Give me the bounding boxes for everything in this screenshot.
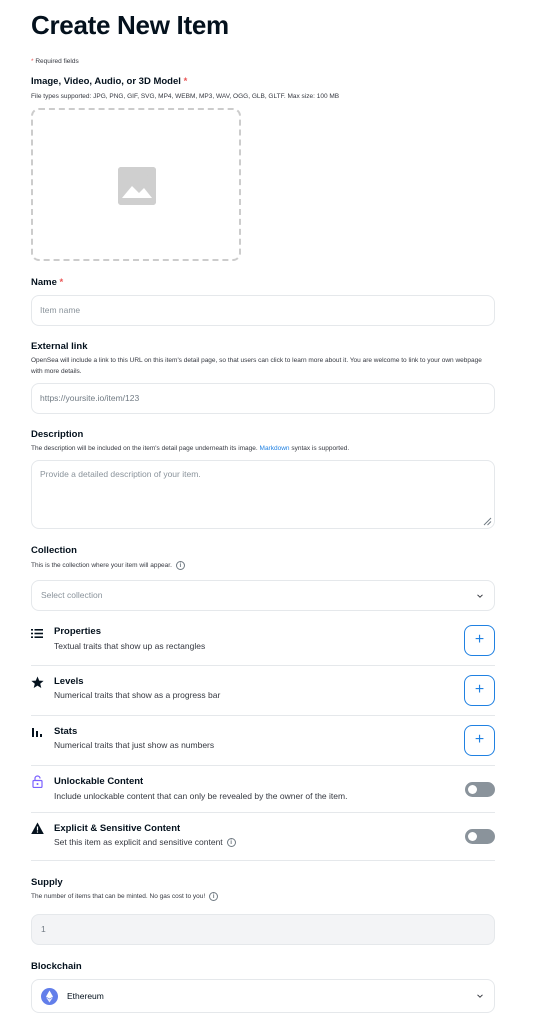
toggle-knob — [468, 785, 477, 794]
divider — [31, 860, 495, 861]
description-label: Description — [31, 429, 84, 440]
star-icon — [31, 676, 44, 689]
explicit-title: Explicit & Sensitive Content — [54, 823, 181, 834]
name-input[interactable]: Item name — [31, 295, 495, 326]
divider — [31, 665, 495, 666]
media-upload-dropzone[interactable] — [31, 108, 241, 261]
external-link-label: External link — [31, 341, 88, 352]
description-placeholder: Provide a detailed description of your item. — [40, 469, 201, 479]
levels-row — [31, 670, 495, 715]
supply-help — [31, 892, 495, 903]
bar-chart-icon — [31, 726, 44, 739]
divider — [31, 765, 495, 766]
blockchain-label: Blockchain — [31, 961, 82, 972]
description-help — [31, 444, 495, 455]
divider — [31, 812, 495, 813]
list-icon — [31, 627, 44, 640]
supply-label: Supply — [31, 877, 63, 888]
required-fields-note — [31, 58, 79, 65]
lock-icon — [31, 775, 44, 788]
supply-input[interactable]: 1 — [31, 914, 495, 945]
warning-icon — [31, 822, 44, 835]
levels-title: Levels — [54, 676, 84, 687]
add-levels-button[interactable]: + — [464, 675, 495, 706]
name-label-text: Name — [31, 277, 57, 288]
collection-select[interactable] — [31, 580, 495, 611]
resize-handle-icon[interactable] — [482, 516, 492, 526]
stats-desc: Numerical traits that just show as numbers — [54, 740, 215, 750]
required-star: * — [183, 76, 188, 87]
collection-help-text: This is the collection where your item will appear. — [31, 562, 172, 570]
properties-row — [31, 620, 495, 665]
properties-desc: Textual traits that show up as rectangles — [54, 641, 206, 651]
toggle-knob — [468, 832, 477, 841]
collection-select-value: Select collection — [41, 590, 103, 600]
page-title: Create New Item — [31, 10, 229, 40]
external-link-help: OpenSea will include a link to this URL on this item's detail page, so that users can click to learn more about it. You are welcome to link to your own webpage with more details. — [31, 357, 482, 375]
divider — [31, 715, 495, 716]
media-label — [31, 76, 187, 87]
required-fields-text: Required fields — [35, 58, 79, 65]
add-stats-button[interactable]: + — [464, 725, 495, 756]
properties-title: Properties — [54, 626, 101, 637]
markdown-link[interactable]: Markdown — [259, 445, 290, 452]
explicit-toggle[interactable] — [465, 829, 495, 844]
blockchain-select-value: Ethereum — [67, 991, 104, 1001]
supply-help-text: The number of items that can be minted. No gas cost to you! — [31, 893, 206, 901]
stats-title: Stats — [54, 726, 78, 737]
stats-row — [31, 720, 495, 765]
media-help: File types supported: JPG, PNG, GIF, SVG, MP4, WEBM, MP3, WAV, OGG, GLB, GLTF. Max size: 100 MB — [31, 93, 340, 100]
unlockable-row — [31, 770, 495, 812]
ethereum-icon — [41, 988, 58, 1005]
unlockable-toggle[interactable] — [465, 782, 495, 797]
add-properties-button[interactable]: + — [464, 625, 495, 656]
media-label-text: Image, Video, Audio, or 3D Model — [31, 76, 181, 87]
chevron-down-icon — [476, 592, 484, 600]
required-star: * — [59, 277, 64, 288]
info-icon[interactable]: i — [176, 561, 185, 570]
chevron-down-icon — [476, 992, 484, 1000]
explicit-desc — [54, 837, 236, 847]
description-help-suffix: syntax is supported. — [291, 445, 350, 452]
description-help-text: The description will be included on the item's detail page underneath its image. — [31, 445, 258, 452]
required-star: * — [31, 58, 34, 65]
unlockable-title: Unlockable Content — [54, 776, 144, 787]
image-placeholder-icon — [118, 167, 156, 205]
levels-desc: Numerical traits that show as a progress bar — [54, 690, 221, 700]
name-label — [31, 277, 63, 288]
external-link-input[interactable]: https://yoursite.io/item/123 — [31, 383, 495, 414]
description-textarea[interactable] — [31, 460, 495, 529]
info-icon[interactable]: i — [227, 838, 236, 847]
unlockable-desc: Include unlockable content that can only be revealed by the owner of the item. — [54, 791, 348, 801]
explicit-desc-text: Set this item as explicit and sensitive content — [54, 837, 223, 847]
collection-label: Collection — [31, 545, 77, 556]
info-icon[interactable]: i — [209, 892, 218, 901]
blockchain-select[interactable] — [31, 979, 495, 1013]
collection-help — [31, 561, 495, 572]
explicit-row — [31, 817, 495, 860]
